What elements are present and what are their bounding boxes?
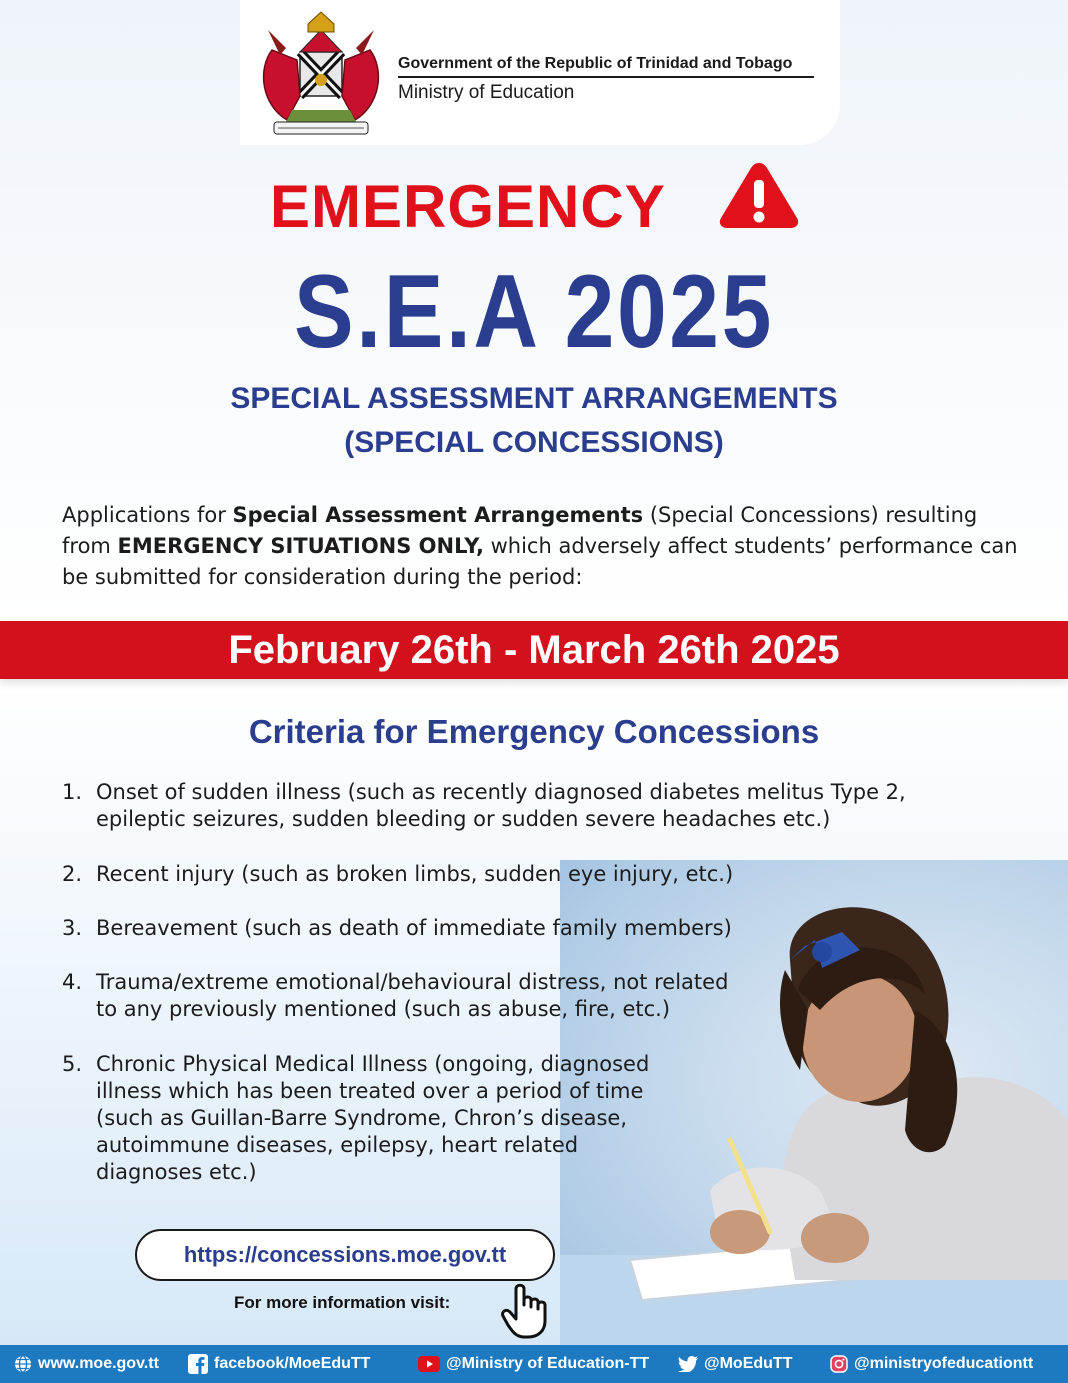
intro-text: which adversely affect students’ performance can be submitted for consideration during the period: (62, 534, 1018, 589)
footer-website-text: www.moe.gov.tt (38, 1355, 159, 1372)
list-item-number: 2. (62, 862, 83, 886)
pointer-hand-icon (498, 1281, 554, 1339)
list-item-text: Bereavement (such as death of immediate family members) (96, 916, 732, 940)
concessions-link[interactable]: https://concessions.moe.gov.tt (183, 1242, 507, 1267)
footer-instagram-text: @ministryofeducationtt (854, 1355, 1034, 1372)
list-item (62, 779, 962, 835)
government-title: Government of the Republic of Trinidad and Tobago (398, 55, 814, 78)
ministry-name: Ministry of Education (398, 82, 575, 103)
list-item (62, 1051, 762, 1187)
criteria-heading: Criteria for Emergency Concessions (248, 713, 820, 750)
footer-youtube-text: @Ministry of Education-TT (446, 1355, 650, 1372)
emergency-heading: EMERGENCY (270, 173, 666, 240)
footer-facebook[interactable] (188, 1345, 370, 1383)
footer-instagram[interactable] (830, 1345, 1033, 1383)
warning-icon (718, 160, 800, 230)
sea-2025-title: S.E.A 2025 (294, 254, 774, 370)
list-item-number: 4. (62, 970, 83, 994)
footer-website[interactable] (14, 1345, 159, 1383)
application-period: February 26th - March 26th 2025 (228, 628, 840, 672)
globe-icon (14, 1355, 32, 1373)
facebook-icon (188, 1354, 208, 1374)
list-item-text: autoimmune diseases, epilepsy, heart related (96, 1133, 579, 1157)
list-item-number: 1. (62, 780, 83, 804)
footer-youtube[interactable] (418, 1345, 649, 1383)
footer-facebook-text: facebook/MoeEduTT (214, 1355, 371, 1372)
intro-text: Applications for (62, 503, 233, 527)
list-item-text: epileptic seizures, sudden bleeding or sudden severe headaches etc.) (96, 807, 831, 831)
youtube-icon (418, 1356, 440, 1372)
footer-twitter[interactable] (678, 1345, 792, 1383)
intro-bold-text: Special Assessment Arrangements (232, 503, 644, 527)
list-item-text: Trauma/extreme emotional/behavioural distress, not related (96, 970, 729, 994)
list-item (62, 861, 962, 889)
list-item-number: 3. (62, 916, 83, 940)
list-item-text: Recent injury (such as broken limbs, sudden eye injury, etc.) (96, 862, 734, 886)
list-item-text: to any previously mentioned (such as abuse, fire, etc.) (96, 997, 671, 1021)
more-info-caption: For more information visit: (234, 1293, 451, 1312)
list-item-text: (such as Guillan-Barre Syndrome, Chron’s disease, (96, 1106, 628, 1130)
intro-text: (Special Concessions) resulting from (62, 503, 978, 558)
list-item (62, 969, 822, 1025)
list-item-text: Onset of sudden illness (such as recently diagnosed diabetes melitus Type 2, (96, 780, 906, 804)
list-item-text: diagnoses etc.) (96, 1160, 257, 1184)
instagram-icon (830, 1355, 848, 1373)
list-item-text: Chronic Physical Medical Illness (ongoing, diagnosed (96, 1052, 650, 1076)
intro-bold-text: EMERGENCY SITUATIONS ONLY, (117, 534, 484, 558)
list-item (62, 915, 962, 943)
list-item-text: illness which has been treated over a period of time (96, 1079, 644, 1103)
coat-of-arms-icon (252, 10, 390, 138)
list-item-number: 5. (62, 1052, 83, 1076)
twitter-icon (678, 1356, 698, 1372)
subtitle-line-1: SPECIAL ASSESSMENT ARRANGEMENTS (230, 382, 838, 415)
subtitle-line-2: (SPECIAL CONCESSIONS) (344, 426, 724, 459)
footer-twitter-text: @MoEduTT (704, 1355, 793, 1372)
intro-paragraph (62, 500, 1022, 593)
